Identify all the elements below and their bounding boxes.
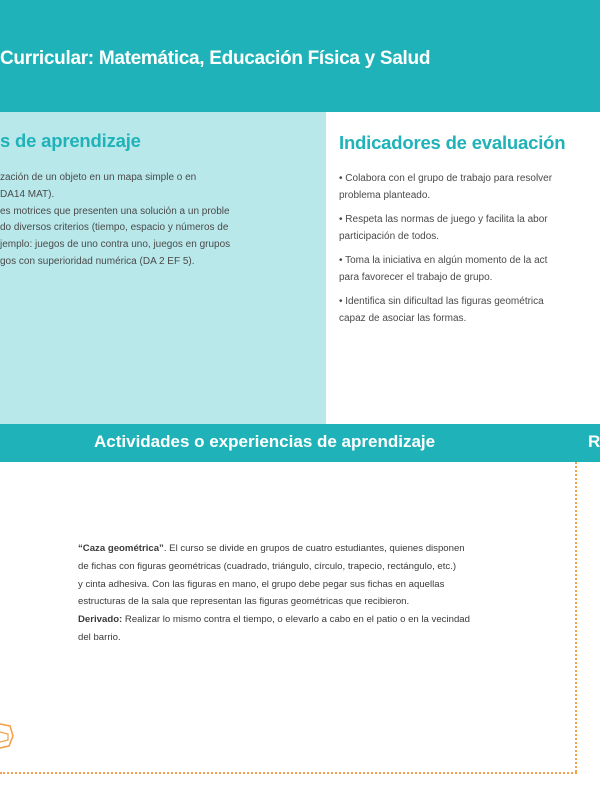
- indicator-item: [339, 211, 600, 245]
- activity-text: del barrio.: [78, 631, 121, 643]
- objective-line: gos con superioridad numérica (DA 2 EF 5).: [0, 255, 195, 267]
- indicator-line: • Toma la iniciativa en algún momento de la act: [339, 255, 548, 266]
- indicator-line: problema planteado.: [339, 190, 431, 201]
- indicator-item: [339, 252, 600, 286]
- objective-line: es motrices que presenten una solución a un proble: [0, 205, 230, 217]
- dotted-divider-vertical: [575, 462, 577, 772]
- indicator-line: • Respeta las normas de juego y facilita la abor: [339, 214, 548, 225]
- evaluation-indicators-list: [339, 170, 600, 334]
- activity-text: Realizar lo mismo contra el tiempo, o elevarlo a cabo en el patio o en la vecindad: [122, 614, 470, 626]
- next-section-title: R: [588, 432, 600, 451]
- indicator-line: capaz de asociar las formas.: [339, 313, 467, 324]
- indicator-line: para favorecer el trabajo de grupo.: [339, 272, 493, 283]
- indicator-line: participación de todos.: [339, 231, 440, 242]
- learning-objectives-title: s de aprendizaje: [0, 130, 141, 151]
- activity-line: [78, 558, 528, 576]
- derived-label: Derivado:: [78, 614, 123, 626]
- evaluation-indicators-title: Indicadores de evaluación: [339, 132, 566, 153]
- dotted-divider-horizontal: [0, 772, 577, 774]
- indicator-item: [339, 293, 600, 327]
- objective-line: do diversos criterios (tiempo, espacio y números de: [0, 222, 229, 234]
- objective-line: jemplo: juegos de uno contra uno, juegos en grupos: [0, 239, 231, 251]
- objective-line: zación de un objeto en un mapa simple o en: [0, 172, 197, 183]
- activity-name: “Caza geométrica”: [78, 543, 164, 554]
- activity-line: [78, 611, 528, 629]
- indicator-line: • Identifica sin dificultad las figuras geométrica: [339, 296, 544, 307]
- activity-line: [78, 576, 528, 594]
- page-title: Curricular: Matemática, Educación Física y Salud: [0, 48, 431, 69]
- learning-objectives-text: [0, 170, 320, 271]
- activity-text: de fichas con figuras geométricas (cuadrado, triángulo, círculo, trapecio, rectángulo, etc.): [78, 560, 457, 572]
- activity-text: estructuras de la sala que representan las figuras geométricas que recibieron.: [78, 596, 410, 608]
- activity-description: [78, 540, 528, 647]
- activity-line: [78, 593, 528, 611]
- activity-line: [78, 540, 528, 558]
- activity-line: [78, 629, 528, 647]
- pencil-icon: [0, 722, 16, 750]
- activity-text: . El curso se divide en grupos de cuatro estudiantes, quienes disponen: [163, 543, 465, 554]
- activities-title: Actividades o experiencias de aprendizaje: [94, 432, 436, 451]
- objective-line: DA14 MAT).: [0, 188, 55, 200]
- indicator-line: • Colabora con el grupo de trabajo para resolver: [339, 173, 553, 184]
- indicator-item: [339, 170, 600, 204]
- activity-text: y cinta adhesiva. Con las figuras en mano, el grupo debe pegar sus fichas en aquellas: [78, 578, 445, 590]
